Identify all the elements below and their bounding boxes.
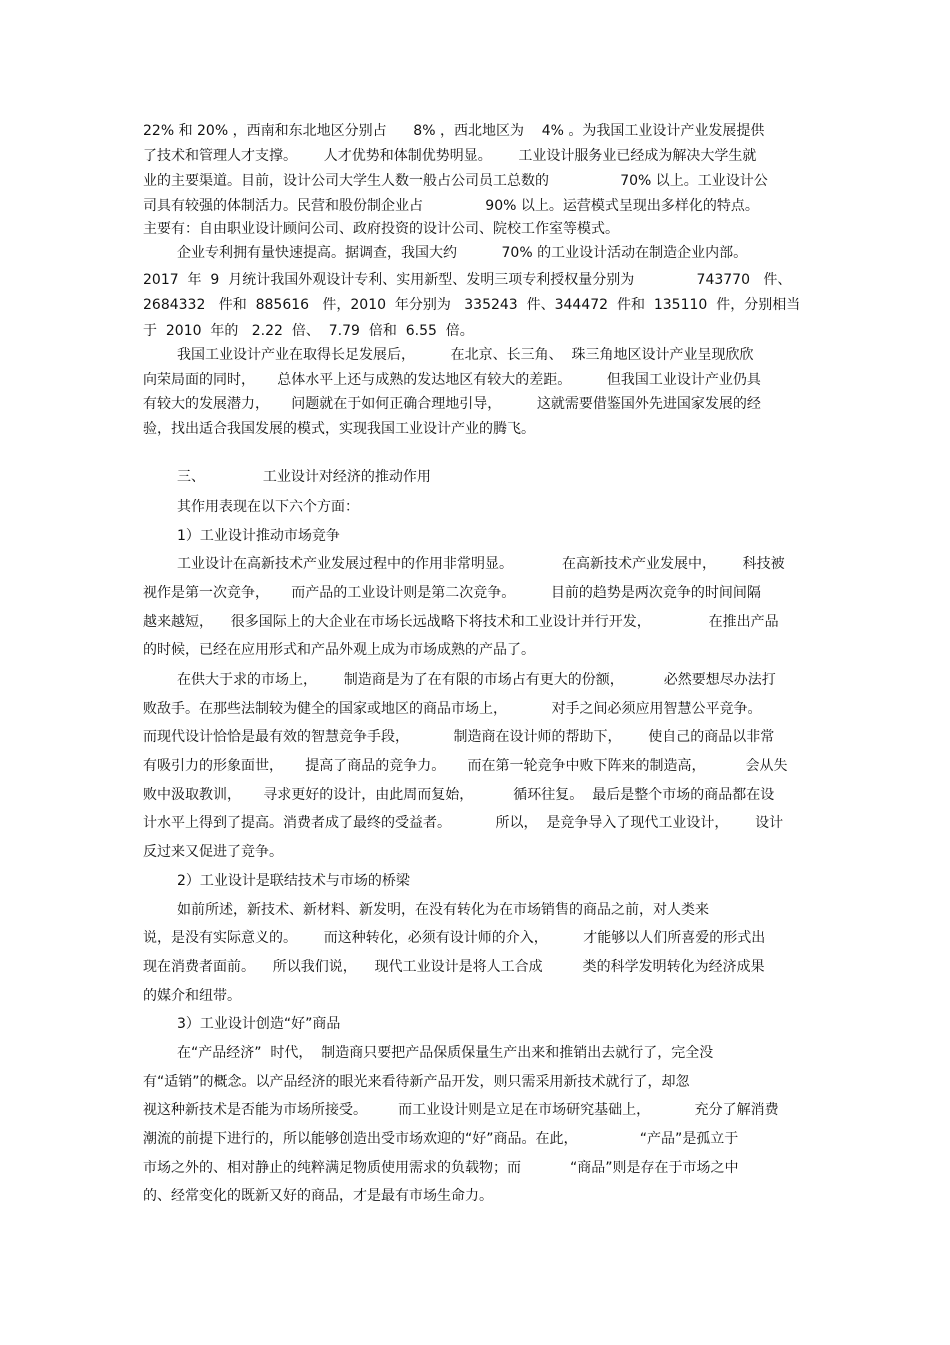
text-line: 越来越短， 很多国际上的大企业在市场长远战略下将技术和工业设计并行开发， 在推出产品 bbox=[143, 614, 779, 630]
subsection-heading: 1）工业设计推动市场竞争 bbox=[177, 528, 340, 544]
text-line: 败中汲取教训， 寻求更好的设计，由此周而复始， 循环往复。 最后是整个市场的商品都在设 bbox=[143, 787, 775, 803]
text-line: 败敌手。在那些法制较为健全的国家或地区的商品市场上， 对手之间必须应用智慧公平竞争。 bbox=[143, 701, 762, 717]
text-line: 2017 年 9 月统计我国外观设计专利、实用新型、发明三项专利授权量分别为 743770 件、 bbox=[143, 272, 792, 288]
text-line: 说，是没有实际意义的。 而这种转化，必须有设计师的介入， 才能够以人们所喜爱的形式出 bbox=[143, 930, 766, 946]
text-line: 的时候，已经在应用形式和产品外观上成为市场成熟的产品了。 bbox=[143, 642, 535, 658]
text-line: 潮流的前提下进行的，所以能够创造出受市场欢迎的“好”商品。在此， “产品”是孤立于 bbox=[143, 1131, 739, 1147]
text-line: 的媒介和纽带。 bbox=[143, 988, 241, 1004]
text-line: 现在消费者面前。 所以我们说， 现代工业设计是将人工合成 类的科学发明转化为经济成果 bbox=[143, 959, 765, 975]
paragraph-start: 工业设计在高新技术产业发展过程中的作用非常明显。 在高新技术产业发展中， 科技被 bbox=[177, 556, 785, 572]
text-line: 有吸引力的形象面世， 提高了商品的竞争力。 而在第一轮竞争中败下阵来的制造高， 会从失 bbox=[143, 758, 788, 774]
text-line: 22% 和 20% ，西南和东北地区分别占 8% ，西北地区为 4% 。为我国工业设计产业发展提供 bbox=[143, 123, 765, 139]
text-line: 了技术和管理人才支撑。 人才优势和体制优势明显。 工业设计服务业已经成为解决大学生就 bbox=[143, 148, 757, 164]
text-line: 市场之外的、相对静止的纯粹满足物质使用需求的负载物；而 “商品”则是存在于市场之中 bbox=[143, 1160, 739, 1176]
subsection-heading: 2）工业设计是联结技术与市场的桥梁 bbox=[177, 873, 410, 889]
text-line: 视作是第一次竞争， 而产品的工业设计则是第二次竞争。 目前的趋势是两次竞争的时间间隔 bbox=[143, 585, 761, 601]
text-line: 视这种新技术是否能为市场所接受。 而工业设计则是立足在市场研究基础上， 充分了解消费 bbox=[143, 1102, 779, 1118]
paragraph-start: 在“产品经济” 时代， 制造商只要把产品保质保量生产出来和推销出去就行了，完全没 bbox=[177, 1045, 714, 1061]
text-line: 司具有较强的体制活力。民营和股份制企业占 90% 以上。运营模式呈现出多样化的特点。 bbox=[143, 198, 759, 214]
text-line: 于 2010 年的 2.22 倍、 7.79 倍和 6.55 倍。 bbox=[143, 323, 474, 339]
text-line: 有较大的发展潜力， 问题就在于如何正确合理地引导， 这就需要借鉴国外先进国家发展的经 bbox=[143, 396, 761, 412]
section-heading: 三、 工业设计对经济的推动作用 bbox=[177, 469, 431, 485]
text-line: 有“适销”的概念。以产品经济的眼光来看待新产品开发，则只需采用新技术就行了，却忽 bbox=[143, 1074, 690, 1090]
text-line: 向荣局面的同时， 总体水平上还与成熟的发达地区有较大的差距。 但我国工业设计产业仍具 bbox=[143, 372, 761, 388]
paragraph-start: 如前所述，新技术、新材料、新发明，在没有转化为在市场销售的商品之前，对人类来 bbox=[177, 902, 709, 918]
paragraph-start: 企业专利拥有量快速提高。据调查，我国大约 70% 的工业设计活动在制造企业内部。 bbox=[177, 245, 748, 261]
subsection-heading: 3）工业设计创造“好”商品 bbox=[177, 1016, 341, 1032]
text-line: 的、经常变化的既新又好的商品，才是最有市场生命力。 bbox=[143, 1188, 493, 1204]
text-line: 反过来又促进了竞争。 bbox=[143, 844, 283, 860]
text-line: 业的主要渠道。目前，设计公司大学生人数一般占公司员工总数的 70% 以上。工业设计公 bbox=[143, 173, 768, 189]
text-line: 计水平上得到了提高。消费者成了最终的受益者。 所以， 是竞争导入了现代工业设计， 设计 bbox=[143, 815, 784, 831]
text-line: 验，找出适合我国发展的模式，实现我国工业设计产业的腾飞。 bbox=[143, 421, 535, 437]
paragraph-start: 我国工业设计产业在取得长足发展后， 在北京、长三角、 珠三角地区设计产业呈现欣欣 bbox=[177, 347, 754, 363]
text-line: 主要有：自由职业设计顾问公司、政府投资的设计公司、院校工作室等模式。 bbox=[143, 221, 619, 237]
text-line: 而现代设计恰恰是最有效的智慧竞争手段， 制造商在设计师的帮助下， 使自己的商品以非常 bbox=[143, 729, 775, 745]
text-line: 2684332 件和 885616 件，2010 年分别为 335243 件、344472 件和 135110 件，分别相当 bbox=[143, 297, 801, 313]
text-line: 其作用表现在以下六个方面： bbox=[177, 499, 359, 515]
paragraph-start: 在供大于求的市场上， 制造商是为了在有限的市场占有更大的份额， 必然要想尽办法打 bbox=[177, 672, 776, 688]
